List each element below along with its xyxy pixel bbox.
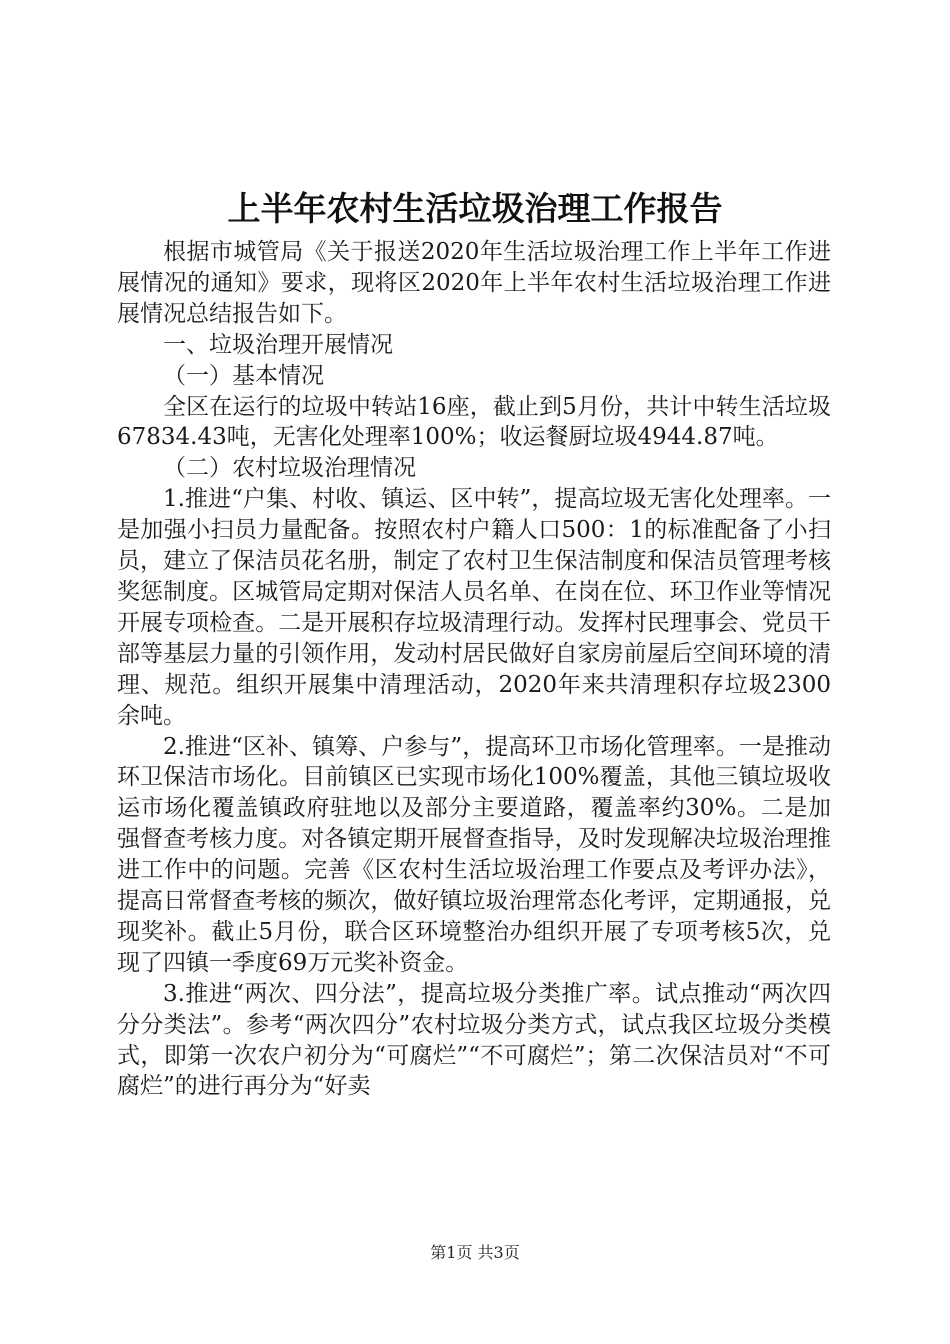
- paragraph-intro: 根据市城管局《关于报送2020年生活垃圾治理工作上半年工作进展情况的通知》要求，现将区2020年上半年农村生活垃圾治理工作进展情况总结报告如下。: [117, 239, 831, 327]
- document-title: 上半年农村生活垃圾治理工作报告: [227, 189, 723, 228]
- subsection-heading-1: （一）基本情况: [163, 362, 324, 389]
- paragraph-basic-situation: 全区在运行的垃圾中转站16座，截止到5月份，共计中转生活垃圾67834.43吨，无害化处理率100%；收运餐厨垃圾4944.87吨。: [117, 393, 831, 451]
- page-footer: 第1页 共3页: [430, 1243, 520, 1262]
- paragraph-item-3: 3.推进“两次、四分法”，提高垃圾分类推广率。试点推动“两次四分分类法”。参考“两次四分”农村垃圾分类方式，试点我区垃圾分类模式，即第一次农户初分为“可腐烂”“不可腐烂”；第二次保洁员对“不可腐烂”的进行再分为“好卖: [117, 980, 831, 1100]
- subsection-heading-2: （二）农村垃圾治理情况: [163, 455, 416, 482]
- document-body: [117, 237, 831, 1102]
- section-heading-1: 一、垃圾治理开展情况: [163, 331, 393, 358]
- paragraph-item-1: 1.推进“户集、村收、镇运、区中转”，提高垃圾无害化处理率。一是加强小扫员力量配备。按照农村户籍人口500：1的标准配备了小扫员，建立了保洁员花名册，制定了农村卫生保洁制度和保洁员管理考核奖惩制度。区城管局定期对保洁人员名单、在岗在位、环卫作业等情况开展专项检查。二是开展积存垃圾清理行动。发挥村民理事会、党员干部等基层力量的引领作用，发动村居民做好自家房前屋后空间环境的清理、规范。组织开展集中清理活动，2020年来共清理积存垃圾2300余吨。: [117, 486, 831, 729]
- paragraph-item-2: 2.推进“区补、镇筹、户参与”，提高环卫市场化管理率。一是推动环卫保洁市场化。目前镇区已实现市场化100%覆盖，其他三镇垃圾收运市场化覆盖镇政府驻地以及部分主要道路，覆盖率约30%。二是加强督查考核力度。对各镇定期开展督查指导，及时发现解决垃圾治理推进工作中的问题。完善《区农村生活垃圾治理工作要点及考评办法》，提高日常督查考核的频次，做好镇垃圾治理常态化考评，定期通报，兑现奖补。截止5月份，联合区环境整治办组织开展了专项考核5次，兑现了四镇一季度69万元奖补资金。: [117, 733, 831, 976]
